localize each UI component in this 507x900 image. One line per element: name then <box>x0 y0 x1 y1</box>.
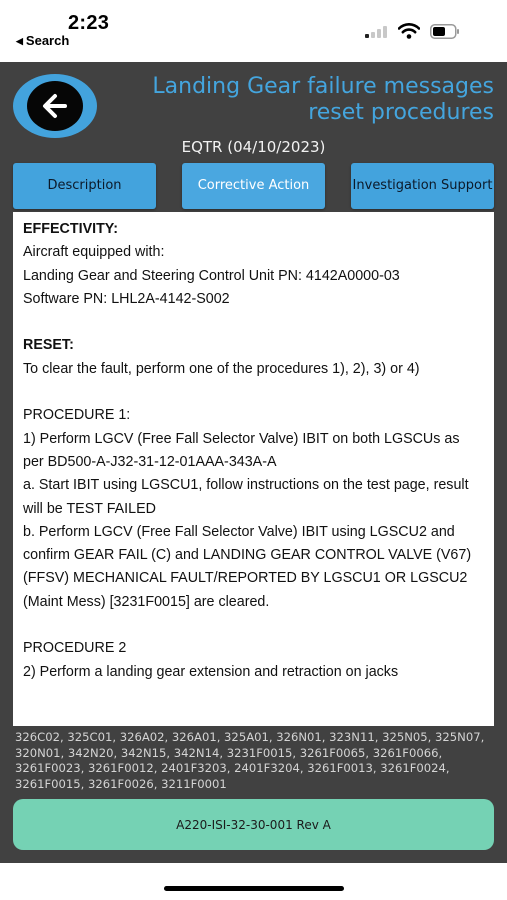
tab-description[interactable]: Description <box>13 163 156 209</box>
eqtr-date: EQTR (04/10/2023) <box>181 138 326 156</box>
back-to-search-link[interactable] <box>16 33 69 48</box>
triangle-left-icon: ◀ <box>16 36 23 46</box>
effectivity-heading: EFFECTIVITY: <box>23 221 119 237</box>
procedure1-heading: PROCEDURE 1: <box>23 407 131 424</box>
reset-text: To clear the fault, perform one of the procedures 1), 2), 3) or 4) <box>23 360 420 377</box>
reset-heading: RESET: <box>23 337 74 354</box>
signal-icon <box>365 26 389 38</box>
back-button-inner <box>27 81 83 131</box>
tab-corrective-action[interactable]: Corrective Action <box>182 163 325 209</box>
home-area <box>0 863 507 900</box>
effectivity-line: Aircraft equipped with: <box>23 244 165 261</box>
tab-bar <box>0 163 507 209</box>
back-button[interactable] <box>13 74 97 138</box>
home-indicator[interactable] <box>164 886 344 891</box>
effectivity-line: Landing Gear and Steering Control Unit PN: 4142A0000-03 <box>23 267 400 284</box>
arrow-left-icon <box>39 90 71 122</box>
fault-codes: 326C02, 325C01, 326A02, 326A01, 325A01, 326N01, 323N11, 325N05, 325N07, 320N01, 342N20, 342N15, 342N14, 3231F0015, 3261F0065, 3261F0066, 3261F0023, 3261F0012, 2401F3203, 2401F3204, 3261F0013, 3261F0024, 3261F0015, 3261F0026, 3211F0001 <box>15 730 485 791</box>
reference-document-button[interactable]: A220-ISI-32-30-001 Rev A <box>13 799 494 850</box>
procedure2-text: 2) Perform a landing gear extension and retraction on jacks <box>23 663 399 680</box>
status-bar <box>0 0 507 62</box>
procedure1-step-a: a. Start IBIT using LGSCU1, follow instructions on the test page, result will be TEST FAILED <box>23 477 469 517</box>
effectivity-line: Software PN: LHL2A-4142-S002 <box>23 290 230 307</box>
app-screen <box>0 62 507 863</box>
page-title: Landing Gear failure messages reset procedures <box>152 74 494 125</box>
procedure2-heading: PROCEDURE 2 <box>23 640 127 657</box>
battery-icon <box>430 24 460 39</box>
procedure1-step-b: b. Perform LGCV (Free Fall Selector Valve) IBIT using LGSCU2 and confirm GEAR FAIL (C) and LANDING GEAR CONTROL VALVE (V67) (FFSV) MECHANICAL FAULT/REPORTED BY LGSCU1 OR LGSCU2 (Maint Mess) [3231F0015] are cleared. <box>23 523 472 610</box>
corrective-action-content[interactable] <box>13 212 494 726</box>
tab-investigation-support[interactable]: Investigation Support <box>351 163 494 209</box>
procedure1-text: 1) Perform LGCV (Free Fall Selector Valve) IBIT on both LGSCUs as per BD500-A-J32-31-12-01AAA-343A-A <box>23 430 460 470</box>
wifi-icon <box>398 23 420 39</box>
back-to-search-label: Search <box>25 33 70 48</box>
status-time: 2:23 <box>68 12 110 34</box>
